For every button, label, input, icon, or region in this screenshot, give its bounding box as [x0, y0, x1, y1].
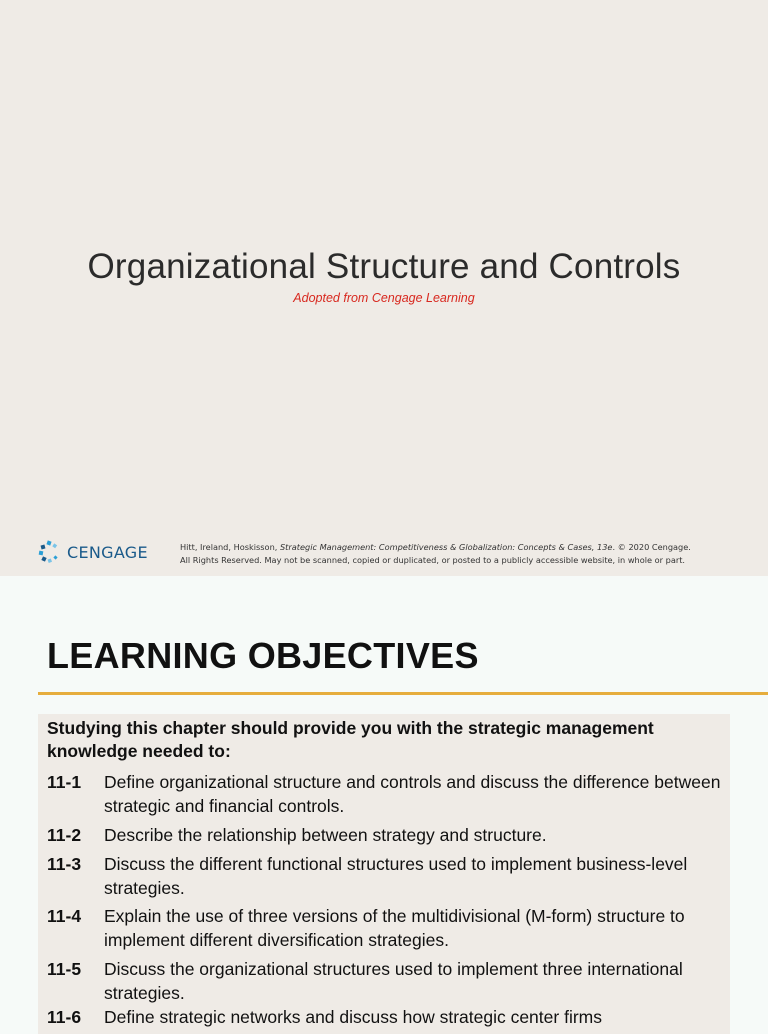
objective-text: Define organizational structure and controls and discuss the difference between strategic and financial controls. — [104, 772, 721, 816]
objective-item — [47, 1005, 727, 1029]
objective-item — [47, 770, 727, 818]
slide-title: Organizational Structure and Controls — [87, 247, 681, 286]
cengage-logo — [38, 540, 148, 564]
heading-divider — [38, 692, 768, 695]
objectives-slide — [0, 576, 768, 1027]
objective-number: 11-5 — [47, 959, 82, 979]
objective-text: Discuss the organizational structures used to implement three international strategies. — [104, 959, 683, 1003]
objectives-box — [38, 714, 730, 1034]
citation-line — [180, 541, 740, 554]
objective-text: Define strategic networks and discuss how strategic center firms — [104, 1007, 602, 1027]
objective-number: 11-6 — [47, 1007, 82, 1027]
objective-item — [47, 957, 727, 1005]
objective-text: Discuss the different functional structures used to implement business-level strategies. — [104, 854, 688, 898]
citation-copyright: . © 2020 Cengage. — [612, 542, 691, 552]
cengage-logo-icon — [38, 540, 62, 564]
slide-subtitle: Adopted from Cengage Learning — [293, 291, 475, 305]
rights-line: All Rights Reserved. May not be scanned, copied or duplicated, or posted to a publicly accessible website, in whole or part. — [180, 555, 686, 565]
objectives-heading: LEARNING OBJECTIVES — [47, 635, 479, 676]
copyright-notice — [180, 541, 740, 567]
citation-book: Strategic Management: Competitiveness & Globalization: Concepts & Cases, 13e — [279, 542, 613, 552]
logo-text: CENGAGE — [67, 542, 148, 562]
objectives-intro: Studying this chapter should provide you with the strategic management knowledge needed to: — [47, 718, 654, 761]
citation-authors: Hitt, Ireland, Hoskisson, — [180, 542, 280, 552]
objective-text: Describe the relationship between strategy and structure. — [104, 825, 547, 845]
objective-number: 11-4 — [47, 906, 82, 926]
objective-item — [47, 823, 727, 847]
objective-number: 11-3 — [47, 854, 82, 874]
objective-item — [47, 852, 727, 900]
objective-text: Explain the use of three versions of the multidivisional (M-form) structure to implement different diversification strategies. — [104, 906, 685, 950]
objective-number: 11-2 — [47, 825, 82, 845]
objective-item — [47, 904, 727, 952]
objective-number: 11-1 — [47, 772, 82, 792]
